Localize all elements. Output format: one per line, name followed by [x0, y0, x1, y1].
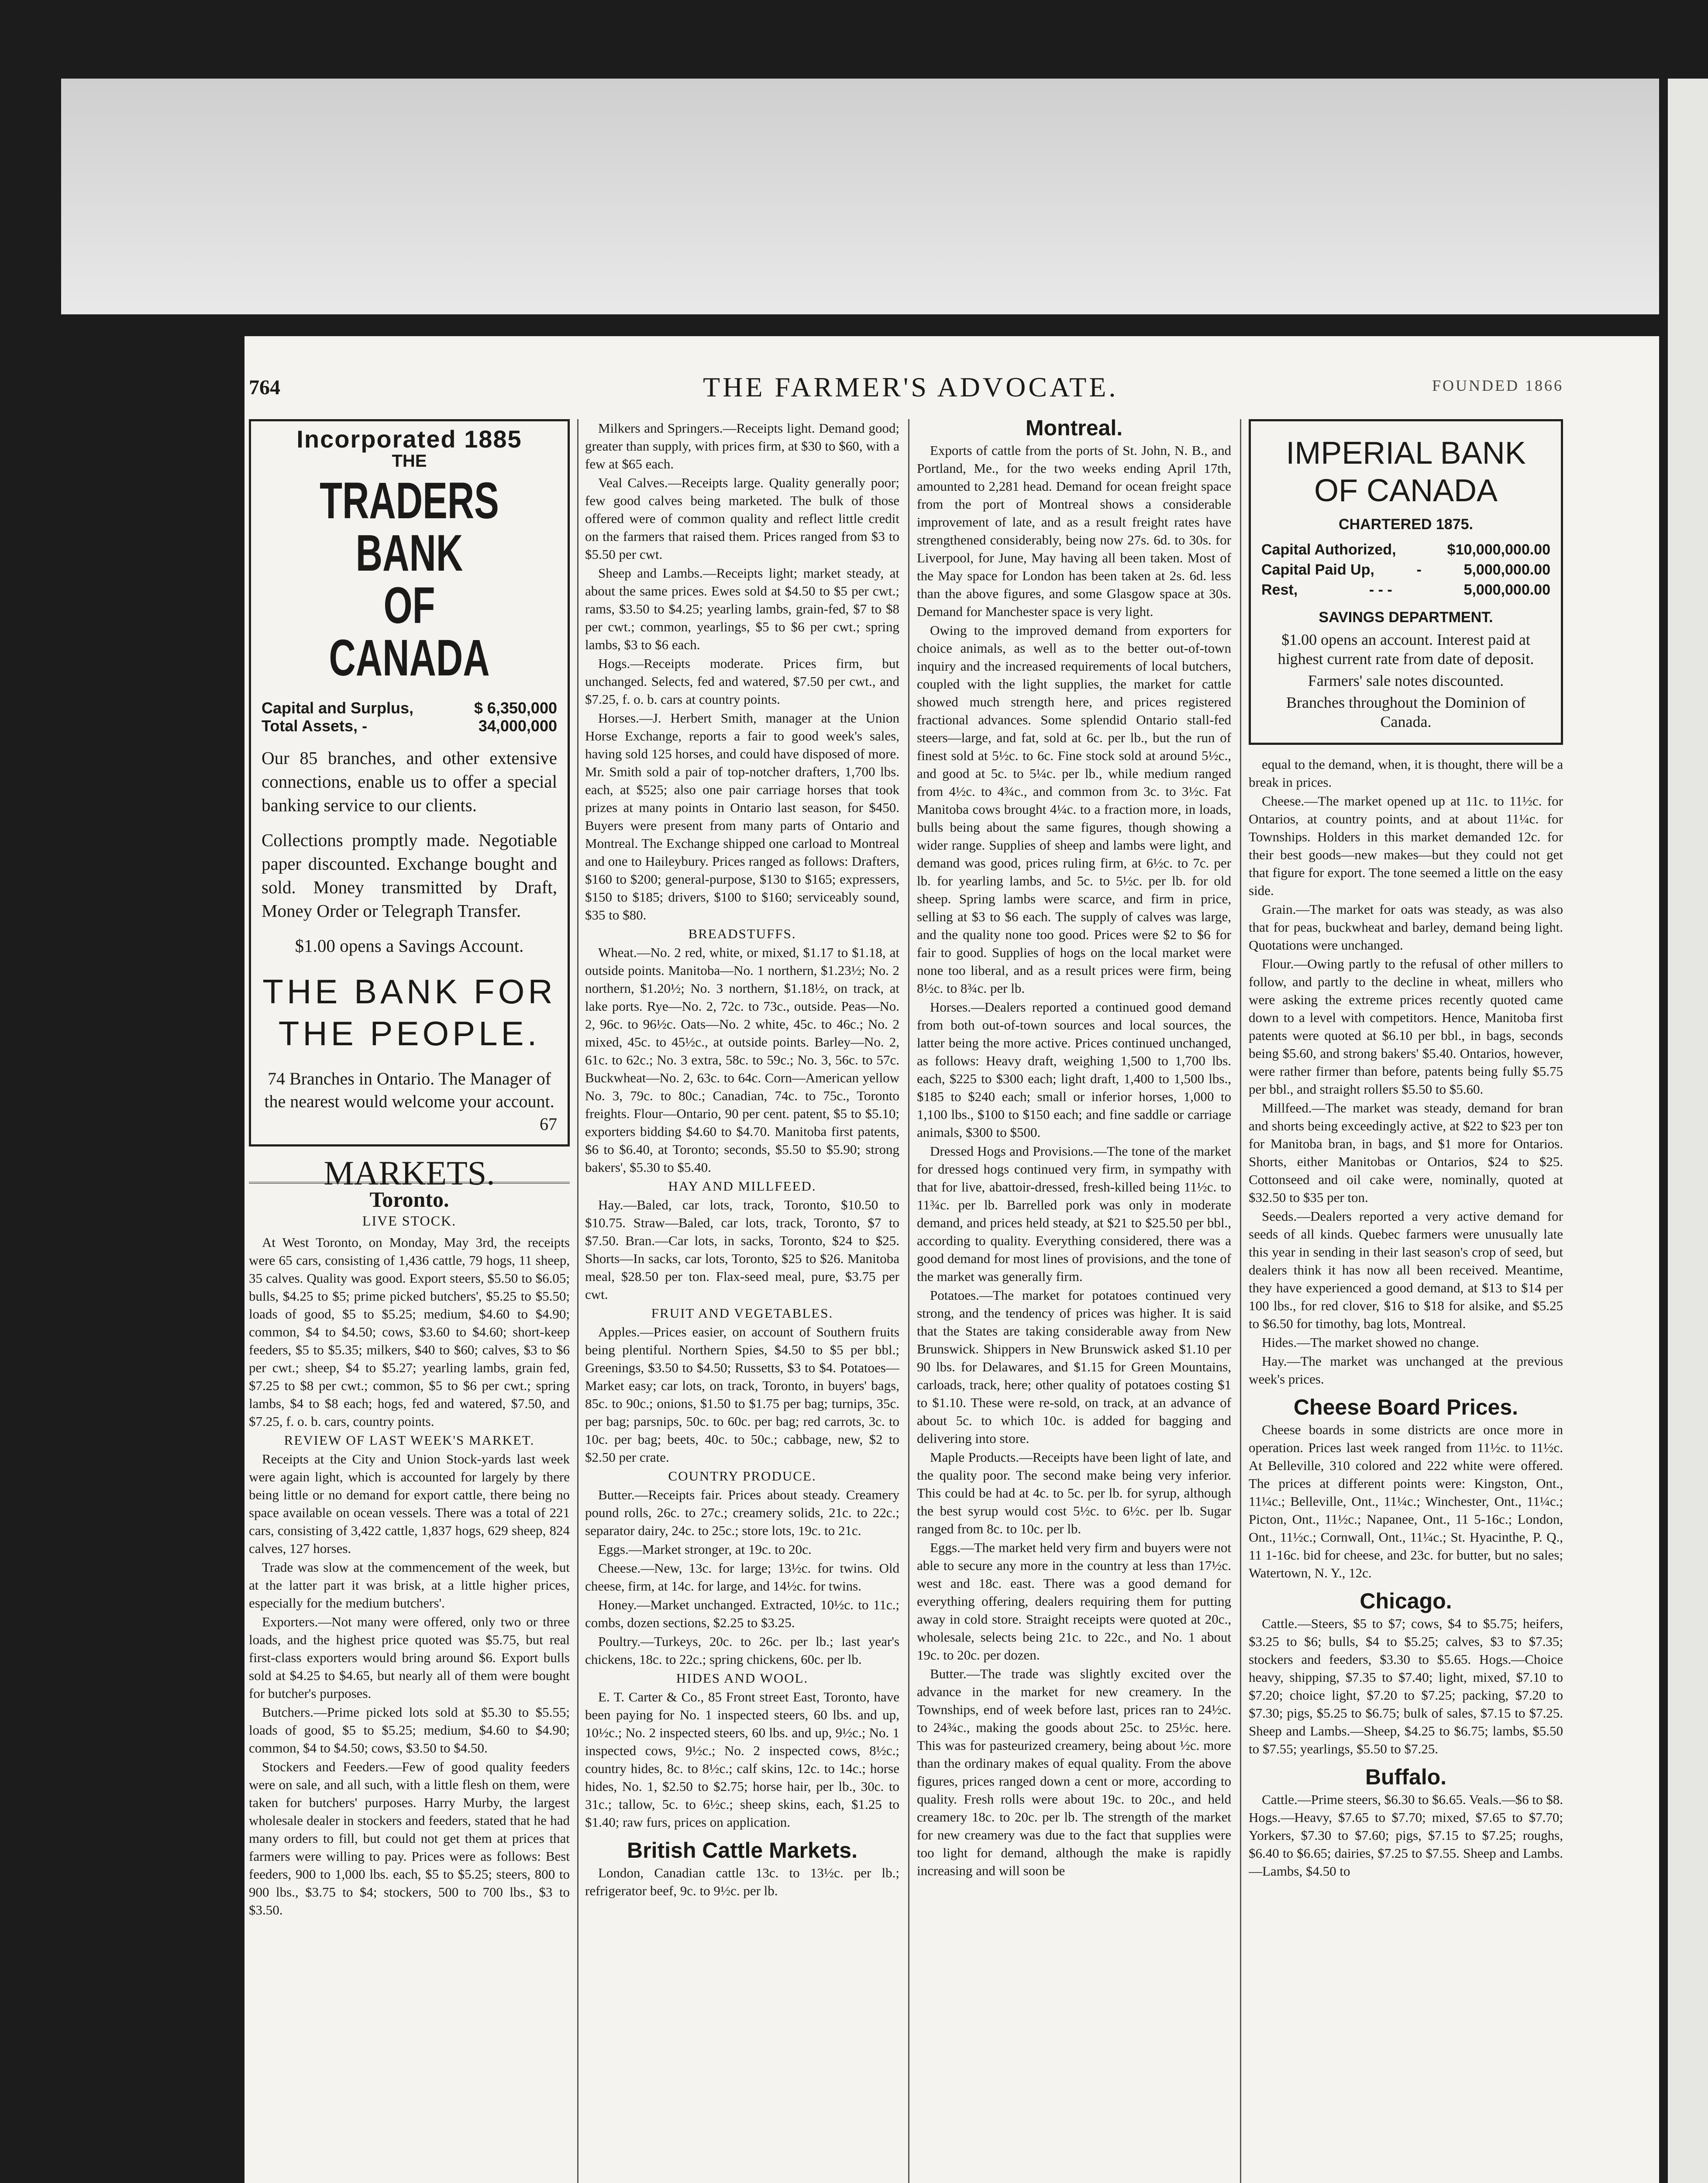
ad-paragraph: 74 Branches in Ontario. The Manager of the nearest would welcome your account.: [264, 1069, 554, 1111]
ad-number: 67: [540, 1114, 557, 1134]
imperial-body: $1.00 opens an account. Interest paid at highest current rate from date of deposit.: [1278, 631, 1534, 668]
chicago-heading: Chicago.: [1360, 1589, 1452, 1613]
paragraph: HAY AND MILLFEED.: [668, 1178, 816, 1194]
ad-bank-name-1: TRADERS BANK: [320, 472, 499, 582]
imperial-title: IMPERIAL BANK OF CANADA: [1286, 436, 1526, 508]
assets-value: 34,000,000: [478, 717, 557, 735]
ad-paragraph: Our 85 branches, and other extensive connections, enable us to offer a special banking service to our clients.: [262, 748, 557, 815]
paragraph: FRUIT AND VEGETABLES.: [651, 1305, 833, 1321]
paragraph: Cheese.—The market opened up at 11c. to 11½c. for Ontarios, at country points, and at about 11¼c. for Townships. Holders in this market demanded 12c. for their best goods—new makes—but they could not get that figure for export. The tone seemed a little on the easy side.: [1249, 793, 1563, 898]
assets-label: Total Assets, -: [262, 717, 368, 735]
buffalo-heading: Buffalo.: [1365, 1765, 1447, 1789]
paragraph: Hay.—The market was unchanged at the previous week's prices.: [1249, 1353, 1563, 1387]
markets-heading: MARKETS.: [249, 1164, 570, 1184]
scan-background-top: [61, 79, 1659, 314]
column-3-text: [917, 441, 1231, 1880]
column-3: [917, 419, 1231, 2183]
row-dash: [1396, 540, 1447, 560]
paragraph: Butter.—Receipts fair. Prices about steady. Creamery pound rolls, 26c. to 27c.; creamery solids, 21c. to 22c.; separator dairy, 24c. to 25c.; store lots, 19c. to 21c.: [585, 1487, 899, 1538]
column-1: [249, 419, 570, 1920]
publication-title: THE FARMER'S ADVOCATE.: [703, 372, 1119, 403]
row-value: $10,000,000.00: [1447, 541, 1550, 558]
paragraph: Flour.—Owing partly to the refusal of other millers to follow, and partly to the decline in wheat, millers who were asking the extreme prices recently quoted came down to a level with competitors. Hence, Manitoba first patents were quoted at $6.10 per bbl., in bags, seconds being $5.60, and strong bakers' $5.40. Ontarios, however, were rather firmer than before, patents being fully $5.75 per bbl., and straight rollers $5.50 to $5.60.: [1249, 956, 1563, 1097]
paragraph: Poultry.—Turkeys, 20c. to 26c. per lb.; last year's chickens, 18c. to 22c.; spring chickens, 60c. per lb.: [585, 1634, 899, 1667]
paragraph: Grain.—The market for oats was steady, as was also that for peas, buckwheat and barley, demand being light. Quotations were unchanged.: [1249, 902, 1563, 953]
paragraph: Hay.—Baled, car lots, track, Toronto, $10.50 to $10.75. Straw—Baled, car lots, track, Toronto, $7 to $7.50. Bran.—Car lots, in sacks, Toronto, $24 to $25. Shorts—In sacks, car lots, Toronto, $25 to $26. Manitoba meal, $28.50 per ton. Flax-seed meal, pure, $3.75 per cwt.: [585, 1197, 899, 1302]
ad-paragraph: $1.00 opens a Savings Account.: [295, 936, 524, 956]
page-number: 764: [249, 376, 280, 399]
column-4-text: [1249, 755, 1563, 1388]
paragraph: COUNTRY PRODUCE.: [668, 1468, 816, 1484]
ad-the: THE: [392, 451, 427, 471]
column-4: [1249, 419, 1563, 2183]
founded-note: FOUNDED 1866: [1432, 377, 1564, 394]
paragraph: Horses.—Dealers reported a continued good demand from both out-of-town sources and local sources, the latter being the more active. Prices continued unchanged, as follows: Heavy draft, weighing 1,500 to 1,700 lbs. each, $225 to $300 each; light draft, 1,400 to 1,500 lbs., $185 to $240 each; small or inferior horses, 1,000 to 1,100 lbs., $100 to $150 each; and fine saddle or carriage animals, $300 to $500.: [917, 999, 1231, 1140]
imperial-body: Branches throughout the Dominion of Canada.: [1286, 694, 1525, 730]
paragraph: Cheese.—New, 13c. for large; 13½c. for twins. Old cheese, firm, at 14c. for large, and 14½c. for twins.: [585, 1560, 899, 1594]
newspaper-page: [244, 336, 1659, 2183]
paragraph: Hogs.—Receipts moderate. Prices firm, but unchanged. Selects, fed and watered, $7.50 per cwt., and $7.25, f. o. b. cars at country points.: [585, 656, 899, 707]
chicago-text: Cattle.—Steers, $5 to $7; cows, $4 to $5.75; heifers, $3.25 to $6; bulls, $4 to $5.25; calves, $3 to $7.35; stockers and feeders, $3.30 to $5.65. Hogs.—Choice heavy, shipping, $7.35 to $7.40; light, mixed, $7.10 to $7.20; choice light, $7.20 to $7.25; packing, $7.20 to $7.30; pigs, $5.25 to $6.75; bulk of sales, $7.15 to $7.25. Sheep and Lambs.—Sheep, $4.25 to $6.75; lambs, $5.50 to $7.55; yearlings, $5.50 to $7.25.: [1249, 1616, 1563, 1756]
paragraph: Seeds.—Dealers reported a very active demand for seeds of all kinds. Quebec farmers were unusually late this year in sending in their last season's crop of seed, but dealers think it has now all been received. Meantime, they have experienced a good demand, at $13 to $14 per 100 lbs., for red clover, $16 to $18 for alsike, and $5.25 to $6.50 for timothy, bag lots, Montreal.: [1249, 1209, 1563, 1331]
traders-bank-ad: [249, 419, 570, 1147]
paragraph: Butchers.—Prime picked lots sold at $5.30 to $5.55; loads of good, $5 to $5.25; medium, $4.60 to $4.90; common, $4 to $4.50; cows, $3.50 to $4.50.: [249, 1704, 570, 1756]
imperial-bank-ad: [1249, 419, 1563, 745]
paragraph: Receipts at the City and Union Stock-yards last week were again light, which is accounted for largely by there being little or no demand for export cattle, there being no space available on ocean vessels. There was a total of 221 cars, consisting of 3,422 cattle, 1,837 hogs, 629 sheep, 824 calves, 127 horses.: [249, 1451, 570, 1556]
british-heading: British Cattle Markets.: [627, 1838, 857, 1863]
paragraph: Exports of cattle from the ports of St. John, N. B., and Portland, Me., for the two weeks ending April 17th, amounted to 2,281 head. Demand for ocean freight space from the port of Montreal shows a considerable improvement of late, and as a result freight rates have strengthened considerably, being now 27s. 6d. to 30s. for Liverpool, for June, May having all been taken. Most of the May space for London has been taken at 2s. 6d. less than the above figures, and some Glasgow space at 30s. Demand for Manchester space is very light.: [917, 443, 1231, 619]
paragraph: Millfeed.—The market was steady, demand for bran and shorts being exceedingly active, at $22 to $23 per ton for Manitoba bran, in bags, and $1 more for Ontarios. Shorts, either Manitobas or Ontarios, $24 to $25. Cottonseed and oil cake were, nominally, quoted at $32.50 to $35 per ton.: [1249, 1100, 1563, 1205]
row-dash: -: [1416, 561, 1422, 578]
column-2-text: [585, 419, 899, 1831]
column-rule: [908, 419, 909, 2183]
paragraph: At West Toronto, on Monday, May 3rd, the receipts were 65 cars, consisting of 1,436 cattle, 79 hogs, 11 sheep, 35 calves. Quality was good. Export steers, $5.50 to $6.05; bulls, $4.25 to $5; prime picked butchers', $5.25 to $5.50; loads of good, $5 to $5.25; medium, $4.60 to $4.90; common, $4 to $4.50; cows, $3.60 to $4.60; short-keep feeders, $5 to $5.35; milkers, $40 to $60; calves, $3 to $6 per cwt.; sheep, $4 to $5.27; yearling lambs, grain fed, $7.25 to $8 per cwt.; common, $5 to $6 per cwt.; spring lambs, $4 to $8 each; hogs, fed and watered, $7.50, and $7.25, f. o. b. cars, country points.: [249, 1235, 570, 1429]
paragraph: Wheat.—No. 2 red, white, or mixed, $1.17 to $1.18, at outside points. Manitoba—No. 1 northern, $1.23½; No. 2 northern, $1.20½; No. 3 northern, $1.18½, on track, at lake ports. Rye—No. 2, 72c. to 73c., outside. Peas—No. 2, 96c. to 96½c. Oats—No. 2 white, 45c. to 46c.; No. 2 mixed, 45c. to 45½c., at outside points. Barley—No. 2, 61c. to 62c.; No. 3 extra, 58c. to 59c.; No. 3, 56c. to 57c. Buckwheat—No. 2, 63c. to 64c. Corn—American yellow No. 3, 79c. to 80c.; Canadian, 74c. to 75c., Toronto freights. Flour—Ontario, 90 per cent. patent, $5 to $5.10; exporters bidding $4.60 to $4.70. Manitoba first patents, $6 to $6.40, at Toronto; seconds, $5.50 to $5.90; strong bakers', $5.30 to $5.40.: [585, 945, 899, 1175]
imperial-savings: SAVINGS DEPARTMENT.: [1319, 609, 1493, 626]
row-label: Capital Authorized,: [1261, 541, 1396, 558]
paragraph: Dressed Hogs and Provisions.—The tone of the market for dressed hogs continued very firm, in sympathy with that for live, abattoir-dressed, fresh-killed being 11½c. to 11¾c. per lb. Barrelled pork was only in moderate demand, and prices held steady, at $21 to $25.50 per bbl., according to quality. Everything considered, there was a good demand for most lines of provisions, and the tone of the market was generally firm.: [917, 1143, 1231, 1284]
adjacent-page-edge: [1668, 79, 1708, 2183]
ad-paragraph: Collections promptly made. Negotiable paper discounted. Exchange bought and sold. Money transmitted by Draft, Money Order or Telegraph Transfer.: [262, 830, 557, 921]
row-label: Capital Paid Up,: [1261, 561, 1374, 578]
paragraph: Hides.—The market showed no change.: [1262, 1335, 1479, 1350]
capital-value: $ 6,350,000: [474, 699, 557, 717]
paragraph: Butter.—The trade was slightly excited over the advance in the market for new creamery. In the Townships, end of week before last, prices ran to 24½c. to 24¾c., making the goods about 25c. to 25½c. here. This was for pasteurized creamery, being about ½c. more than the ordinary makes of equal quality. From the above figures, prices ranged down a cent or more, according to quality. Fresh rolls were about 19c. to 20c., and held creamery 18c. to 20c. per lb. The strength of the market for new creamery was due to the fact that supplies were too light for demand, although the make is rapidly increasing and will soon be: [917, 1666, 1231, 1878]
row-value: 5,000,000.00: [1464, 582, 1550, 598]
paragraph: REVIEW OF LAST WEEK'S MARKET.: [284, 1432, 535, 1448]
ad-incorporated: Incorporated 1885: [296, 425, 522, 453]
paragraph: Horses.—J. Herbert Smith, manager at the Union Horse Exchange, reports a fair to good week's sales, having sold 125 horses, and could have disposed of more. Mr. Smith sold a pair of top-notcher drafters, 1,700 lbs. each, at $525; also one pair carriage horses that took prizes at many points in Ontario last season, for $450. Buyers were present from many parts of Ontario and Montreal. The Exchange shipped one carload to Montreal and one to Haileybury. Prices ranged as follows: Drafters, $160 to $200; general-purpose, $130 to $165; expressers, $150 to $185; drivers, $100 to $160; serviceably sound, $35 to $80.: [585, 710, 899, 923]
paragraph: Stockers and Feeders.—Few of good quality feeders were on sale, and all such, with a little flesh on them, were taken for butchers' purposes. Harry Murby, the largest wholesale dealer in stockers and feeders, stated that he had many orders to fill, but could not get them at prices that farmers were willing to pay. Prices were as follows: Best feeders, 900 to 1,000 lbs. each, $5 to $5.25; steers, 800 to 900 lbs., $3.75 to $4; stockers, 500 to 700 lbs., $3 to $3.50.: [249, 1759, 570, 1918]
row-value: 5,000,000.00: [1464, 561, 1550, 578]
paragraph: Veal Calves.—Receipts large. Quality generally poor; few good calves being marketed. The bulk of those offered were of common quality and reflect little credit on the farmers that raised them. Prices ranged from $3 to $5.50 per cwt.: [585, 475, 899, 562]
imperial-body: Farmers' sale notes discounted.: [1308, 672, 1504, 689]
capital-label: Capital and Surplus,: [262, 699, 414, 717]
paragraph: Trade was slow at the commencement of the week, but at the latter part it was brisk, at a little higher prices, especially for the medium butchers'.: [249, 1560, 570, 1611]
live-stock-subheading: LIVE STOCK.: [362, 1213, 457, 1229]
montreal-heading: Montreal.: [1025, 419, 1123, 440]
buffalo-text: Cattle.—Prime steers, $6.30 to $6.65. Veals.—$6 to $8. Hogs.—Heavy, $7.65 to $7.70; mixed, $7.65 to $7.70; Yorkers, $7.30 to $7.60; pigs, $7.15 to $7.25; roughs, $6.40 to $6.65; dairies, $7.25 to $7.55. Sheep and Lambs.—Lambs, $4.50 to: [1249, 1792, 1563, 1879]
column-rule: [1240, 419, 1241, 2183]
paragraph: Potatoes.—The market for potatoes continued very strong, and the tendency of prices was higher. It is said that the States are taking considerable away from New Brunswick. Shippers in New Brunswick asked $1.10 per 90 lbs. for Delawares, and $1.15 for Green Mountains, carloads, track, here; other quality of potatoes costing $1 to $1.10. These were re-sold, on track, at an advance of about 5c. to which 10c. is added for bagging and delivering into store.: [917, 1288, 1231, 1446]
cheese-heading: Cheese Board Prices.: [1293, 1395, 1519, 1419]
column-1-text: [249, 1233, 570, 1919]
paragraph: Eggs.—The market held very firm and buyers were not able to secure any more in the country at less than 17½c. west and 18c. east. There was a good demand for everything offering, dealers requiring them for putting away in cold store. Straight receipts were quoted at 20c., wholesale, selects being 21c. to 22c., and No. 1 about 19c. to 20c. per dozen.: [917, 1540, 1231, 1663]
column-2: [585, 419, 899, 2183]
paragraph: BREADSTUFFS.: [688, 926, 796, 941]
paragraph: Honey.—Market unchanged. Extracted, 10½c. to 11c.; combs, dozen sections, $2.25 to $3.25.: [585, 1597, 899, 1630]
column-rule: [577, 419, 579, 2183]
paragraph: Owing to the improved demand from exporters for choice animals, as well as to the better out-of-town inquiry and the increased requirements of local butchers, coupled with the light supplies, the market for cattle showed much strength here, and prices registered fractional advances. Some splendid Ontario stall-fed steers—large, and fat, sold at 6c. per lb., but the run of finest sold at 5½c. to 6c. Fine stock sold at around 5½c., and good at 5c. to 5¼c. per lb., while medium ranged from 4½c. to 4¾c., and common from 3c. to 3½c. Fat Manitoba cows brought 4¼c. to a fraction more, in loads, bulls being about the same figures, though showing a wider range. Supplies of sheep and lambs were light, and demand was good, prices ruling firm, at 6½c. to 7c. per lb. for yearling lambs, and 5c. to 5½c. per lb. for old sheep. Spring lambs were scarce, and firm in price, selling at $3 to $6 each. The supply of calves was large, and the quality none too good. Prices were $2 to $6 for fair to good. Supplies of hogs on the local market were none too liberal, and as a result prices were firm, being 8½c. to 8¾c. per lb.: [917, 623, 1231, 996]
paragraph: Exporters.—Not many were offered, only two or three loads, and the highest price quoted was $5.75, but real first-class exporters would bring around $6. Export bulls sold at $4.25 to $4.65, but nearly all of them were bought for butcher's purposes.: [249, 1614, 570, 1701]
paragraph: equal to the demand, when, it is thought, there will be a break in prices.: [1249, 757, 1563, 790]
ad-bank-name-2: OF CANADA: [329, 577, 490, 687]
british-text: London, Canadian cattle 13c. to 13½c. per lb.; refrigerator beef, 9c. to 9½c. per lb.: [585, 1865, 899, 1898]
ad-slogan: THE BANK FOR THE PEOPLE.: [262, 972, 556, 1053]
paragraph: Apples.—Prices easier, on account of Southern fruits being plentiful. Northern Spies, $4.50 to $5 per bbl.; Greenings, $3.50 to $4.50; Russetts, $3 to $4. Potatoes—Market easy; car lots, on track, Toronto, in buyers' bags, 85c. to 90c.; onions, $1.50 to $1.75 per bag; turnips, 35c. per bag; parsnips, 50c. to 60c. per bag; red carrots, 3c. to 10c. per bag; beets, 40c. to 50c.; cabbage, new, $2 to $2.50 per crate.: [585, 1324, 899, 1465]
toronto-heading: Toronto.: [369, 1187, 449, 1212]
paragraph: Maple Products.—Receipts have been light of late, and the quality poor. The second make being very inferior. This could be had at 4c. to 5c. per lb. for syrup, although the best syrup would cost 5½c. to 6½c. per lb. Sugar ranged from 8c. to 10c. per lb.: [917, 1450, 1231, 1536]
row-dash: - - -: [1369, 582, 1392, 598]
paragraph: Sheep and Lambs.—Receipts light; market steady, at about the same prices. Ewes sold at $4.50 to $5 per cwt.; rams, $3.50 to $4.25; yearling lambs, grain-fed, $7 to $8 per cwt.; common, yearlings, $5 to $6 per cwt.; spring lambs, $3 to $6 each.: [585, 565, 899, 652]
row-label: Rest,: [1261, 582, 1298, 598]
imperial-chartered: CHARTERED 1875.: [1339, 516, 1473, 533]
cheese-text: Cheese boards in some districts are once more in operation. Prices last week ranged from 11½c. to 11½c. At Belleville, 310 colored and 222 white were offered. The prices at different points were: Kingston, Ont., 11¼c.; Belleville, Ont., 11¼c.; Winchester, Ont., 11¼c.; Picton, Ont., 11½c.; Napanee, Ont., 11 5-16c.; London, Ont., 11½c.; Cornwall, Ont., 11¼c.; St. Hyacinthe, P. Q., 11 1-16c. bid for cheese, and 23c. for butter, but no sales; Watertown, N. Y., 12c.: [1249, 1422, 1563, 1580]
paragraph: Eggs.—Market stronger, at 19c. to 20c.: [598, 1542, 812, 1557]
paragraph: E. T. Carter & Co., 85 Front street East, Toronto, have been paying for No. 1 inspected steers, 60 lbs. and up, 10½c.; No. 2 inspected steers, 60 lbs. and up, 9½c.; No. 1 inspected cows, 9½c.; No. 2 inspected cows, 8½c.; country hides, 8c. to 8½c.; calf skins, 12c. to 14c.; horse hides, No. 1, $2.50 to $2.75; horse hair, per lb., 30c. to 31c.; tallow, 5c. to 6½c.; sheep skins, each, $1.25 to $1.40; raw furs, prices on application.: [585, 1689, 899, 1830]
paragraph: Milkers and Springers.—Receipts light. Demand good; greater than supply, with prices firm, at $30 to $60, with a few at $65 each.: [585, 420, 899, 472]
ad-figures: [262, 699, 557, 735]
paragraph: HIDES AND WOOL.: [676, 1670, 809, 1686]
page-header: [244, 336, 1659, 402]
